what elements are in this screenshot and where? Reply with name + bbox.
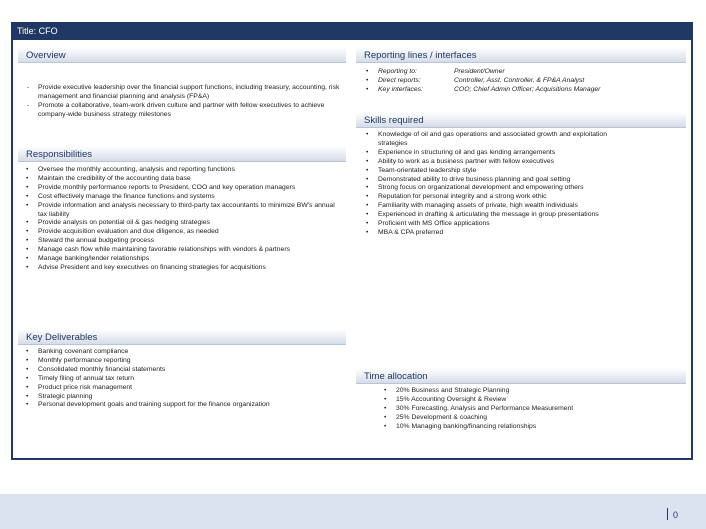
reporting-key: • Reporting to:	[378, 68, 417, 75]
list-item: • Strategic planning	[24, 393, 344, 402]
responsibilities-list	[24, 166, 344, 273]
list-item: • 20% Business and Strategic Planning	[382, 387, 682, 396]
skills-list	[364, 131, 628, 238]
list-item: • Personal development goals and training support for the finance organization	[24, 401, 344, 410]
list-item: • Reputation for personal integrity and a strong work ethic	[364, 193, 628, 202]
list-item: • Consolidated monthly financial statements	[24, 366, 344, 375]
overview-list	[24, 84, 344, 120]
responsibilities-header: Responsibilities	[18, 146, 346, 162]
page-number-divider	[667, 508, 668, 520]
list-item: • Provide information and analysis necessary to third-party tax accountants to minimize BW's annual tax liability	[24, 202, 344, 220]
list-item: • Maintain the credibility of the accounting data base	[24, 175, 344, 184]
reporting-list	[364, 68, 684, 95]
page-number	[667, 508, 678, 520]
list-item: • Provide monthly performance reports to President, COO and key operation managers	[24, 184, 344, 193]
list-item: • Oversee the monthly accounting, analysis and reporting functions	[24, 166, 344, 175]
reporting-header: Reporting lines / interfaces	[356, 47, 686, 63]
list-item: • Provide analysis on potential oil & gas hedging strategies	[24, 219, 344, 228]
list-item: • Cost effectively manage the finance functions and systems	[24, 193, 344, 202]
list-item: • Manage banking/lender relationships	[24, 255, 344, 264]
list-item: • MBA & CPA preferred	[364, 229, 628, 238]
reporting-key: • Key interfaces:	[378, 85, 423, 93]
list-item: • 30% Forecasting, Analysis and Performance Measurement	[382, 405, 682, 414]
list-item: • Team-orientated leadership style	[364, 167, 628, 176]
time-section	[382, 387, 682, 432]
list-item: • Ability to work as a business partner with fellow executives	[364, 158, 628, 167]
list-item: • Provide acquisition evaluation and due diligence, as needed	[24, 228, 344, 237]
time-header: Time allocation	[356, 368, 686, 384]
list-item: • Advise President and key executives on financing strategies for acquisitions	[24, 264, 344, 273]
skills-section	[364, 131, 628, 238]
list-item: • Product price risk management	[24, 384, 344, 393]
overview-header: Overview	[18, 47, 346, 63]
time-list	[382, 387, 682, 432]
list-item: • Manage cash flow while maintaining favorable relationships with vendors & partners	[24, 246, 344, 255]
reporting-row	[364, 68, 684, 77]
list-item: • Experienced in drafting & articulating the message in group presentations	[364, 211, 628, 220]
reporting-section	[364, 68, 684, 95]
list-item: • 25% Development & coaching	[382, 414, 682, 423]
list-item: • Steward the annual budgeting process	[24, 237, 344, 246]
list-item: • Monthly performance reporting	[24, 357, 344, 366]
list-item: • Timely filing of annual tax return	[24, 375, 344, 384]
list-item: • Familiarity with managing assets of private, high wealth individuals	[364, 202, 628, 211]
footer-bar	[0, 494, 706, 529]
list-item: • Knowledge of oil and gas operations and associated growth and exploitation strategies	[364, 131, 628, 149]
list-item: • 10% Managing banking/financing relationships	[382, 423, 682, 432]
reporting-key: • Direct reports:	[378, 76, 421, 84]
list-item: • Demonstrated ability to drive business planning and goal setting	[364, 176, 628, 185]
deliverables-header: Key Deliverables	[18, 329, 346, 345]
reporting-value: Controller, Asst. Controller, & FP&A Analyst	[454, 76, 585, 84]
reporting-row	[364, 86, 684, 95]
reporting-value: COO; Chief Admin Officer; Acquisitions Manager	[454, 85, 601, 93]
responsibilities-section	[24, 166, 344, 273]
list-item: • Banking covenant compliance	[24, 348, 344, 357]
list-item: - Promote a collaborative, team-work driven culture and partner with fellow executives to achieve company-wide business strategy milestones	[24, 102, 344, 120]
list-item: • Experience in structuring oil and gas lending arrangements	[364, 149, 628, 158]
deliverables-list	[24, 348, 344, 410]
skills-header: Skills required	[356, 112, 686, 128]
list-item: - Provide executive leadership over the financial support functions, including treasury, accounting, risk management and financial planning and analysis (FP&A)	[24, 84, 344, 102]
reporting-value: President/Owner	[454, 68, 505, 75]
list-item: • Proficient with MS Office applications	[364, 220, 628, 229]
page-number-value: 0	[672, 510, 678, 520]
reporting-row	[364, 77, 684, 86]
page-title: Title: CFO	[11, 22, 693, 40]
deliverables-section	[24, 348, 344, 410]
list-item: • Strong focus on organizational development and empowering others	[364, 184, 628, 193]
overview-section	[24, 84, 344, 120]
list-item: • 15% Accounting Oversight & Review	[382, 396, 682, 405]
